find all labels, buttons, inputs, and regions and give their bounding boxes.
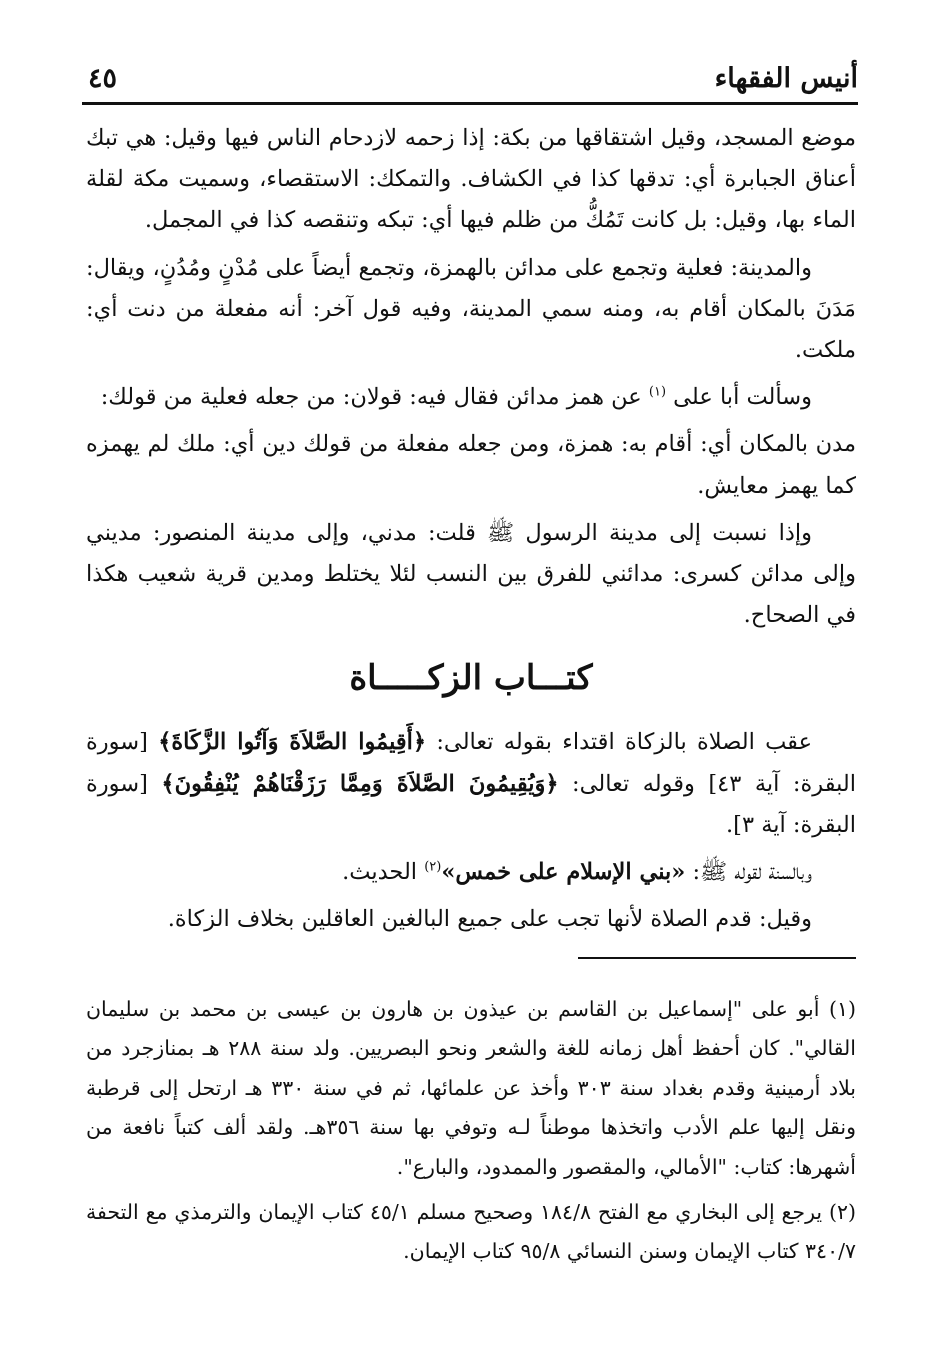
paragraph-text: عقب الصلاة بالزكاة اقتداء بقوله تعالى: [426,729,812,756]
paragraph: مدن بالمكان أي: أقام به: همزة، ومن جعله مفعلة من قولك دين أي: ملك لم يهمزه كما يهمز معايش. [86,431,856,499]
paragraph-text: عن همز مدائن فقال فيه: قولان: من جعله فعلية من قولك: [100,384,649,411]
paragraph: وقيل: قدم الصلاة لأنها تجب على جميع البالغين العاقلين بخلاف الزكاة. [167,906,812,933]
footnote-reference: (٢) [424,859,442,875]
paragraph-text: [سورة البقرة: آية ٣]. [86,770,856,838]
page-header [82,62,858,102]
paragraph [86,722,856,846]
header-divider [82,102,858,105]
section-heading: كتـــاب الزكـــــاة [349,658,593,699]
page-number: ٤٥ [88,63,118,94]
footnote-2: (٢) يرجع إلى البخاري مع الفتح ١٨٤/٨ وصحيح مسلم ٤٥/١ كتاب الإيمان والترمذي مع التحفة ٣٤٠/٧ كتاب الإيمان وسنن النسائي ٩٥/٨ كتاب الإيمان. [86,1200,856,1264]
paragraph-text: وبالسنة لقوله ﷺ: [685,859,812,886]
paragraph: وإذا نسبت إلى مدينة الرسول ﷺ قلت: مدني، وإلى مدينة المنصور: مديني وإلى مدائن كسرى: مدائني للفرق بين النسب لئلا يختلط ومدين قرية شعيب هكذا في الصحاح. [86,519,856,629]
footnote-reference: (١) [648,384,667,400]
paragraph: والمدينة: فعلية وتجمع على مدائن بالهمزة، وتجمع أيضاً على مُدْنٍ ومُدُنٍ، ويقال: مَدَنَ بالمكان أقام به، ومنه سمي المدينة، وفيه قول آخر: أنه مفعلة من دنت أي: ملكت. [86,254,856,364]
running-title: أنيس الفقهاء [714,63,858,94]
hadith-quote: «بني الإسلام على خمس» [441,859,686,886]
footnotes [86,990,856,1278]
main-text [86,118,856,946]
footnote-1: (١) أبو على "إسماعيل بن القاسم بن عيذون بن هارون بن عيسى بن محمد بن سليمان القالي". كان أحفظ أهل زمانه للغة والشعر ونحو البصريين. ولد سنة ٢٨٨ هـ بمنازجرد من بلاد أرمينية وقدم بغداد سنة ٣٠٣ وأخذ عن علمائها، ثم في سنة ٣٣٠ هـ ارتحل إلى قرطبة ونقل إليها علم الأدب واتخذها موطناً لـه وتوفي بها سنة ٣٥٦هـ. ولقد ألف كتباً نافعة من أشهرها: كتاب: "الأمالي، والمقصور والممدود، والبارع". [86,997,857,1179]
paragraph-text: وسألت أبا على [666,384,812,411]
paragraph: موضع المسجد، وقيل اشتقاقها من بكة: إذا زحمه لازدحام الناس فيها وقيل: هي تبك أعناق الجبابرة أي: تدقها كذا في الكشاف. والتمكك: الاستقصاء، وسميت مكة لقلة الماء بها، وقيل: بل كانت تَمُكُّ من ظلم فيها أي: تبكه وتنقصه كذا في المجمل. [86,125,856,234]
footnote-divider [578,957,856,959]
quran-verse: ﴿وَيُقِيمُونَ الصَّلاَةَ وَمِمَّا رَزَقْنَاهُمْ يُنْفِقُونَ﴾ [161,770,559,797]
paragraph [86,852,856,893]
paragraph [86,377,856,418]
quran-verse: ﴿أَقِيمُوا الصَّلاَةَ وَآتُوا الزَّكَاةَ﴾ [158,729,427,756]
paragraph-text: الحديث. [342,859,425,886]
paragraph-text: [سورة البقرة: آية ٤٣] وقوله تعالى: [86,729,856,797]
